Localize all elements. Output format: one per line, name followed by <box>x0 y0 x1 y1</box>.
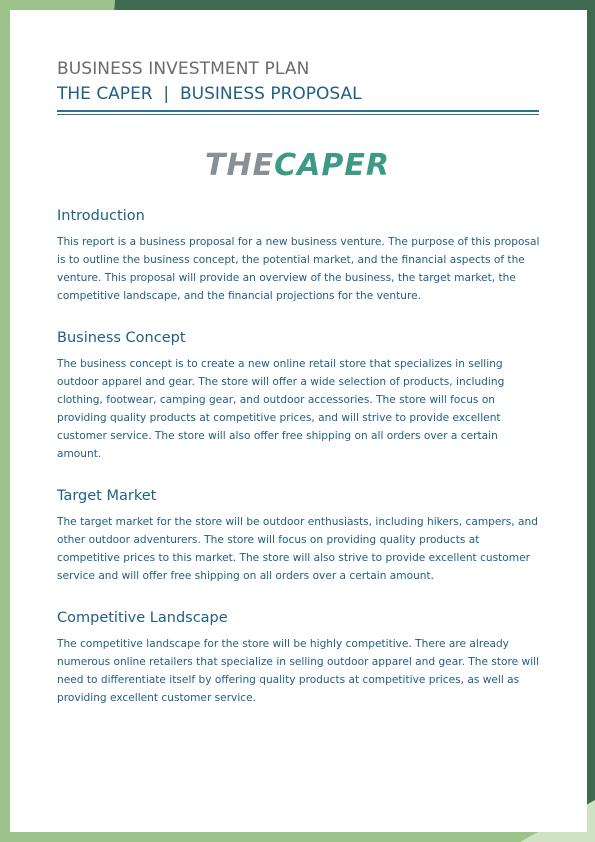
section-body: The target market for the store will be outdoor enthusiasts, including hikers, campers, and other outdoor adventurers. The store will focus on providing quality products at competitive prices to this market. The store will also strive to provide excellent customer service and will offer free shipping on all orders over a certain amount. <box>57 516 538 582</box>
header-rule-thin <box>57 114 539 115</box>
section-body: The business concept is to create a new online retail store that specializes in selling outdoor apparel and gear. The store will offer a wide selection of products, including clothing, footwear, camping gear, and outdoor accessories. The store will focus on providing quality products at competitive prices, and will strive to provide excellent customer service. The store will also offer free shipping on all orders over a certain amount. <box>57 358 505 460</box>
logo-part-caper: CAPER <box>274 148 390 183</box>
section-introduction <box>57 207 542 305</box>
section-heading: Business Concept <box>57 330 186 346</box>
section-target-market <box>57 487 542 585</box>
section-body: This report is a business proposal for a new business venture. The purpose of this proposal is to outline the business concept, the potential market, and the financial aspects of the venture. This proposal will provide an overview of the business, the target market, the competitive landscape, and the financial projections for the venture. <box>57 236 540 302</box>
section-competitive-landscape <box>57 609 542 707</box>
company-logo <box>0 148 595 184</box>
section-heading: Competitive Landscape <box>57 610 228 626</box>
logo-part-the: THE <box>205 148 275 183</box>
header-rule-thick <box>57 110 539 112</box>
section-heading: Target Market <box>57 488 157 504</box>
document-title: BUSINESS INVESTMENT PLAN <box>57 59 310 79</box>
section-heading: Introduction <box>57 208 145 224</box>
section-body: The competitive landscape for the store will be highly competitive. There are already numerous online retailers that specialize in selling outdoor apparel and gear. The store will need to differentiate itself by offering quality products at competitive prices, as well as providing excellent customer service. <box>57 638 540 704</box>
section-business-concept <box>57 329 542 463</box>
document-subtitle: THE CAPER | BUSINESS PROPOSAL <box>57 84 362 104</box>
